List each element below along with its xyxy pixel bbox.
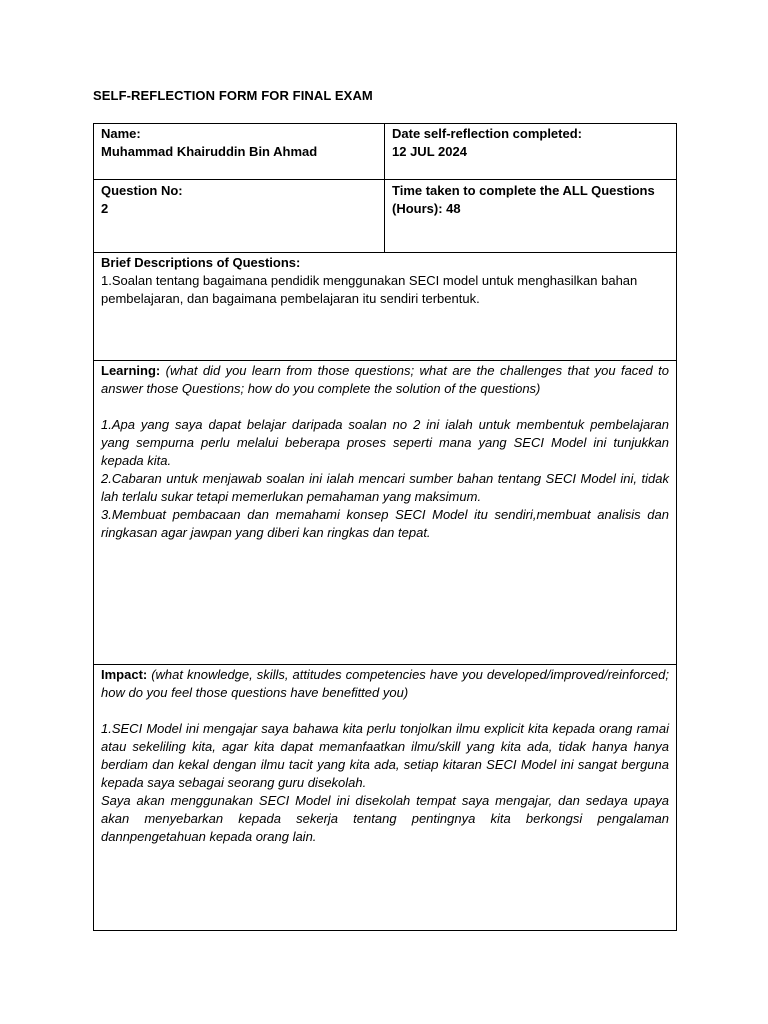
question-row: [94, 180, 677, 253]
learning-heading: [101, 362, 669, 398]
impact-prompt: (what knowledge, skills, attitudes competencies have you developed/improved/reinforced; how do you feel those questions have benefitted you): [101, 667, 669, 700]
form-title: SELF-REFLECTION FORM FOR FINAL EXAM: [93, 88, 373, 103]
learning-cell: [94, 361, 677, 665]
brief-label: Brief Descriptions of Questions:: [101, 255, 301, 270]
name-row: [94, 124, 677, 180]
time-taken-cell: [385, 180, 677, 253]
spacer: [101, 702, 669, 720]
learning-row: [94, 361, 677, 665]
date-cell: [385, 124, 677, 180]
name-label: Name:: [101, 126, 141, 141]
brief-cell: [94, 253, 677, 361]
impact-label: Impact:: [101, 667, 148, 682]
learning-point: 3.Membuat pembacaan dan memahami konsep SECI Model itu sendiri,membuat analisis dan ringkasan agar jawpan yang diberi kan ringkas dan tepat.: [101, 507, 669, 540]
impact-point: Saya akan menggunakan SECI Model ini disekolah tempat saya mengajar, dan sedaya upaya akan menyebarkan kepada sekerja tentang pentingnya kita berkongsi pengalaman dannpengetahuan kepada orang lain.: [101, 793, 669, 844]
brief-text: 1.Soalan tentang bagaimana pendidik menggunakan SECI model untuk menghasilkan bahan pembelajaran, dan bagaimana pembelajaran itu sendiri terbentuk.: [101, 273, 638, 306]
learning-label: Learning:: [101, 363, 161, 378]
impact-cell: [94, 665, 677, 931]
learning-point: 1.Apa yang saya dapat belajar daripada soalan no 2 ini ialah untuk membentuk pembelajaran yang sempurna perlu melalui beberapa proses seperti mana yang SECI Model ini tunjukkan kepada kita.: [101, 417, 669, 468]
name-cell: [94, 124, 385, 180]
impact-row: [94, 665, 677, 931]
date-value: 12 JUL 2024: [392, 144, 467, 159]
question-no-cell: [94, 180, 385, 253]
impact-heading: [101, 666, 669, 702]
learning-point: 2.Cabaran untuk menjawab soalan ini ialah mencari sumber bahan tentang SECI Model ini, tidak lah terlalu sukar tetapi memerlukan pemahaman yang maksimum.: [101, 471, 669, 504]
learning-prompt: (what did you learn from those questions; what are the challenges that you faced to answer those Questions; how do you complete the solution of the questions): [101, 363, 669, 396]
question-no-value: 2: [101, 201, 109, 216]
brief-row: [94, 253, 677, 361]
name-value: Muhammad Khairuddin Bin Ahmad: [101, 144, 318, 159]
question-no-label: Question No:: [101, 183, 183, 198]
date-label: Date self-reflection completed:: [392, 126, 582, 141]
impact-point: 1.SECI Model ini mengajar saya bahawa kita perlu tonjolkan ilmu explicit kita kepada orang ramai atau sekeliling kita, agar kita dapat memanfaatkan ilmu/skill yang kita ada, tidak hanya hanya berdiam dan kekal dengan ilmu tacit yang kita ada, setiap kitaran SECI Model ini sangat berguna kepada saya sebagai seorang guru disekolah.: [101, 721, 669, 790]
time-taken-value: (Hours): 48: [392, 201, 461, 216]
reflection-form-table: [93, 123, 677, 931]
spacer: [101, 398, 669, 416]
time-taken-label: Time taken to complete the ALL Questions: [392, 183, 655, 198]
